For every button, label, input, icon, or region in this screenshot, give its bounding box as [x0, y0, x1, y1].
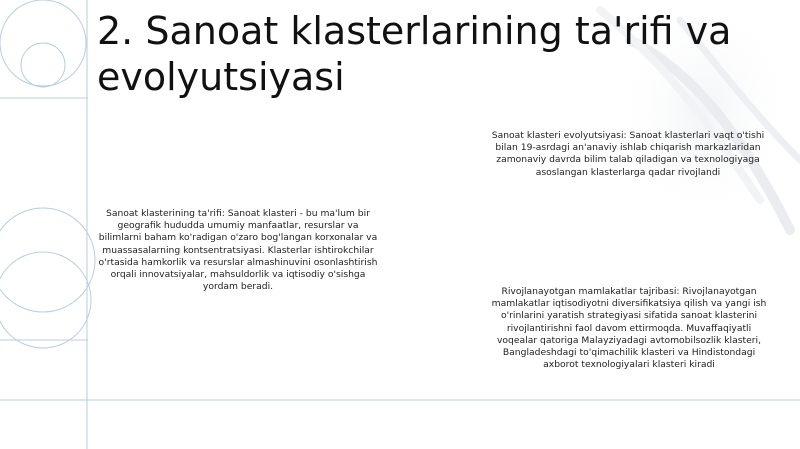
- experience-text: Rivojlanayotgan mamlakatlar tajribasi: Rivojlanayotgan mamlakatlar iqtisodiyotni diversifikatsiya qilish va yangi ish o'rinlarini yaratish strategiyasi sifatida sanoat klasterini rivojlantirishni faol davom ettirmoqda. Muvaffaqiyatli voqealar qatoriga Malayziyadagi avtomobilsozlik klasteri, Bangladeshdagi to'qimachilik klasteri va Hindistondagi axborot texnologiyalari klasteri kiradi: [491, 286, 767, 371]
- circle-middle-left-2: [0, 252, 91, 348]
- circle-inner: [21, 43, 65, 87]
- evolution-text: Sanoat klasteri evolyutsiyasi: Sanoat klasterlari vaqt o'tishi bilan 19-asrdagi an'anaviy ishlab chiqarish markazlaridan zamonaviy davrda bilim talab qiladigan va texnologiyaga asoslangan klasterlarga qadar rivojlandi: [491, 130, 765, 178]
- slide-title: 2. Sanoat klasterlarining ta'rifi va evolyutsiyasi: [97, 9, 732, 99]
- circle-middle-left: [0, 208, 95, 312]
- definition-text: Sanoat klasterining ta'rifi: Sanoat klasteri - bu ma'lum bir geografik hududda umumiy manfaatlar, resurslar va bilimlarni baham ko'radigan o'zaro bog'langan korxonalar va muassasalarning kontsentratsiyasi. Klasterlar ishtirokchilar o'rtasida hamkorlik va resurslar almashinuvini osonlashtirish orqali innovatsiyalar, mahsuldorlik va iqtisodiy o'sishga yordam beradi.: [98, 208, 378, 293]
